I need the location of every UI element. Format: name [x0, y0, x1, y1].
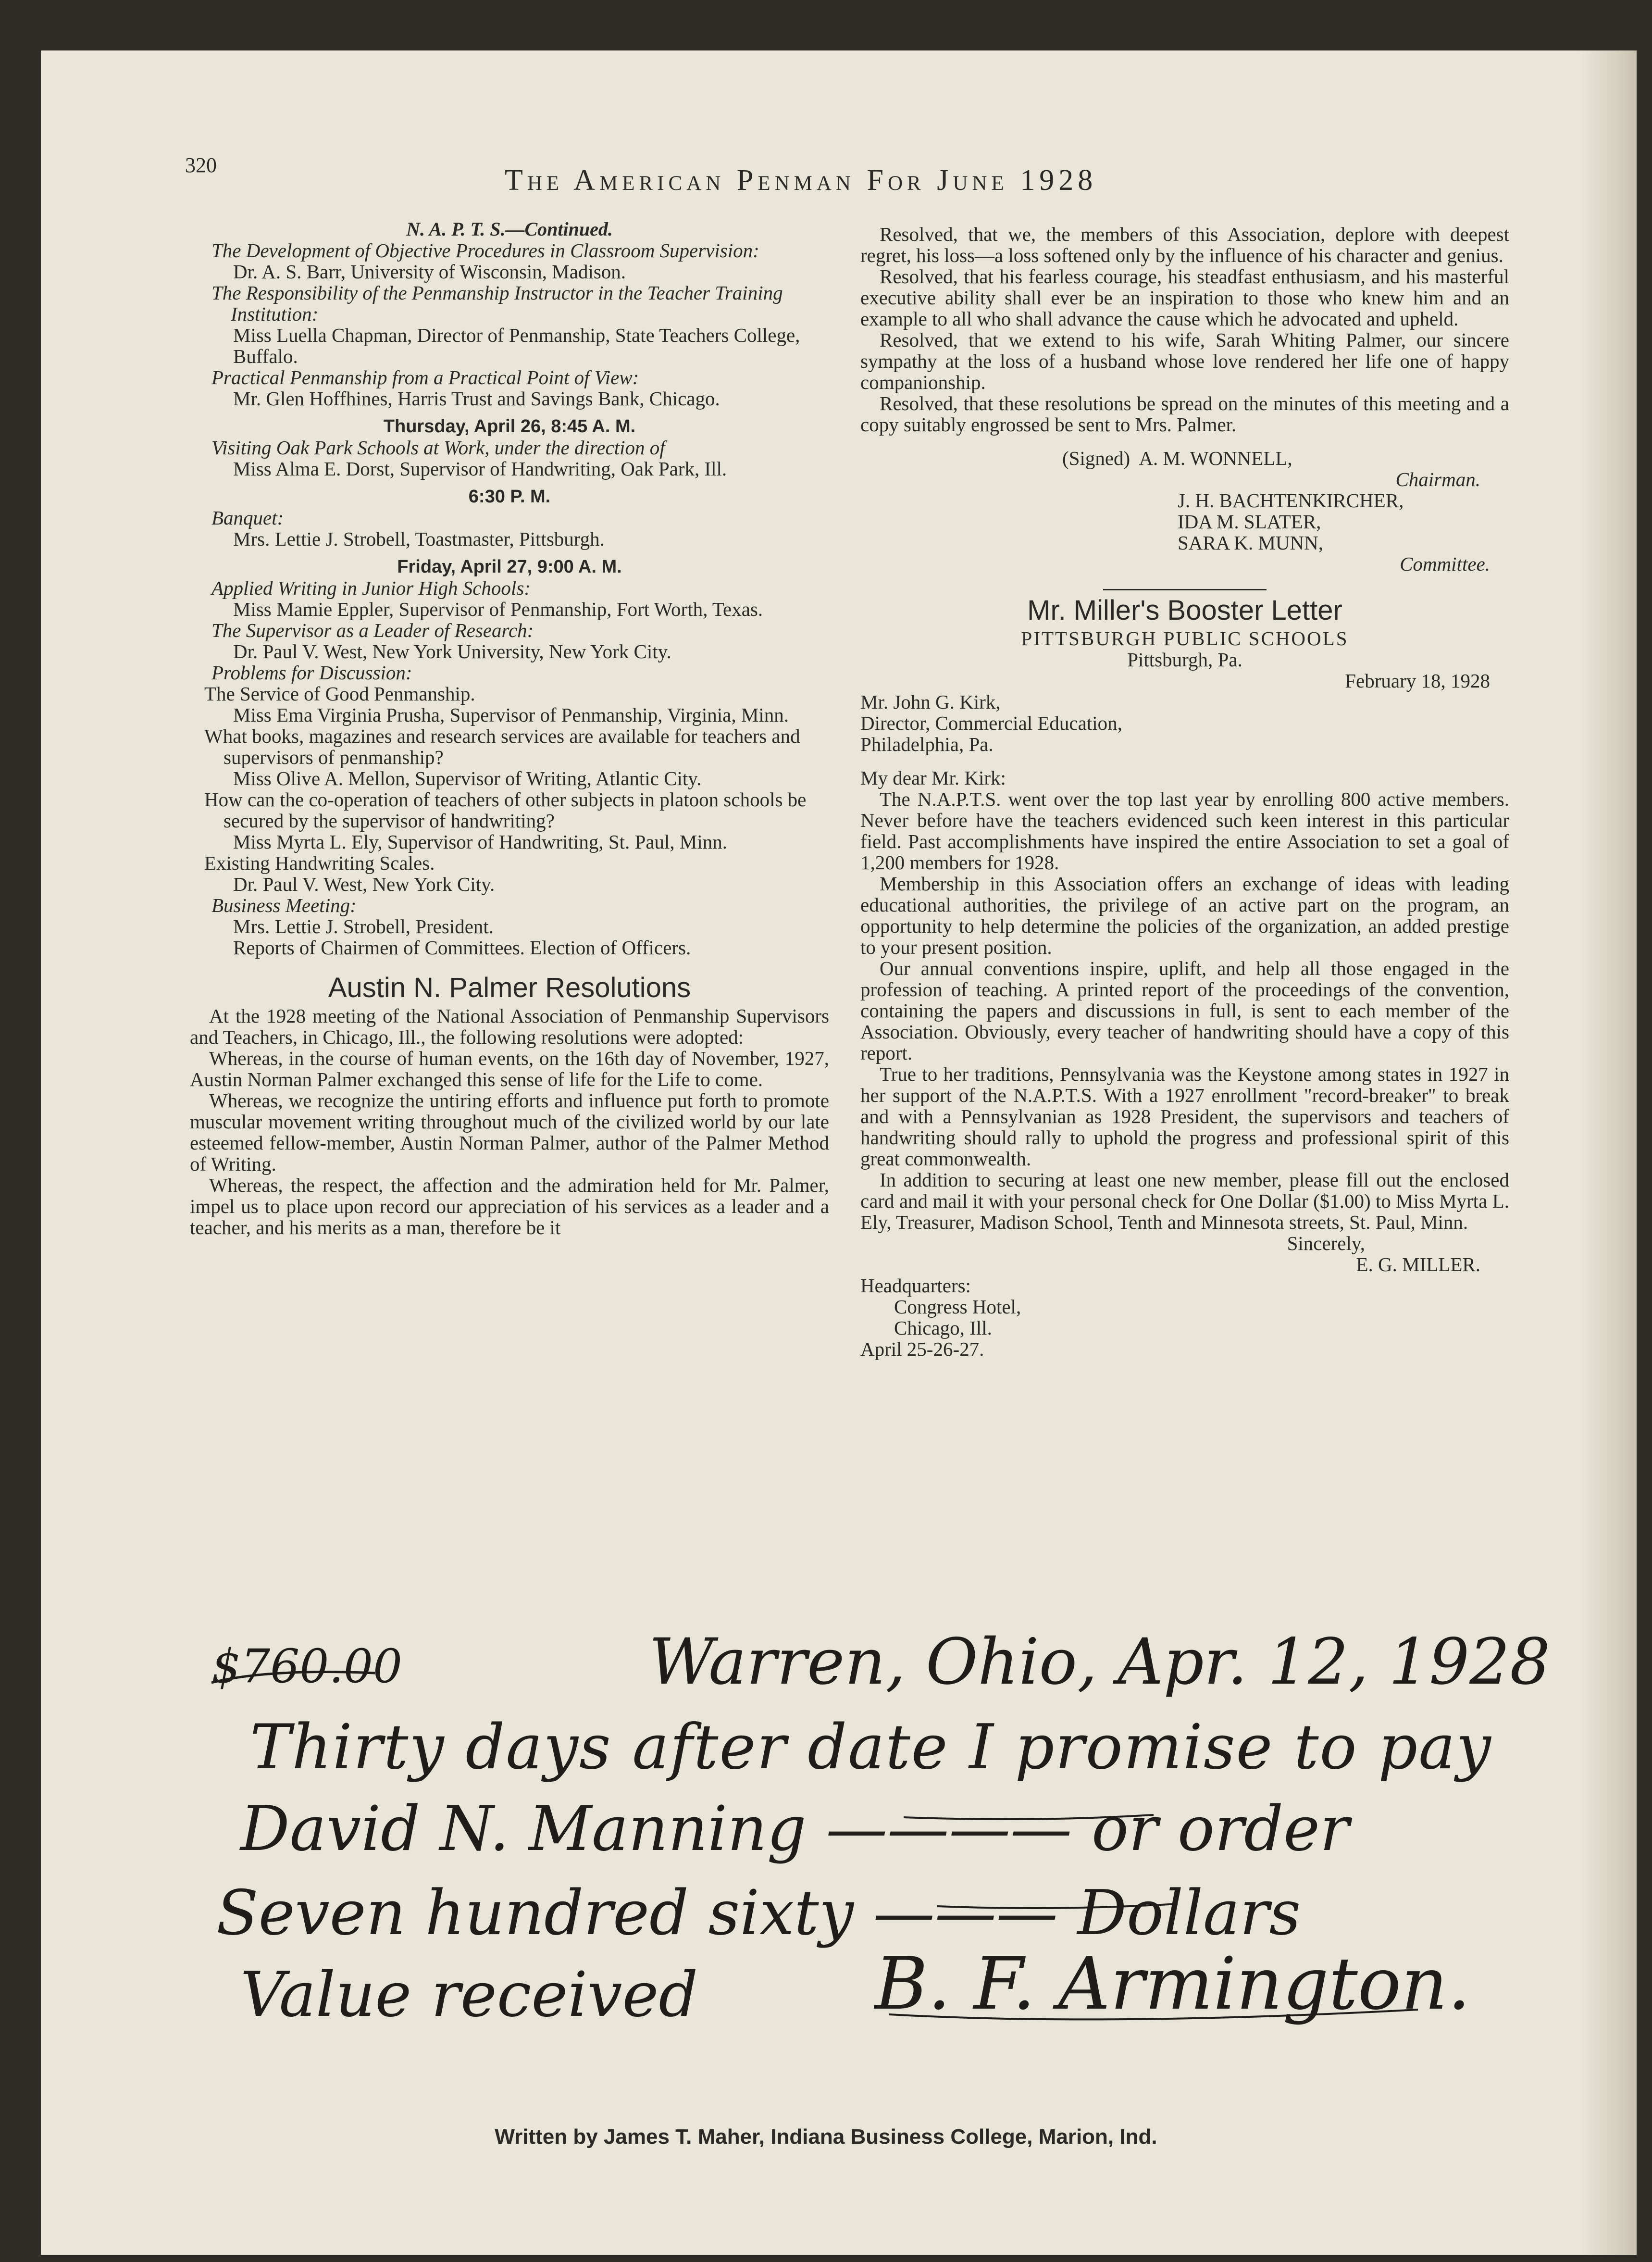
- program-session-heading: Friday, April 27, 9:00 A. M.: [397, 557, 622, 577]
- committee-title: Committee.: [1400, 553, 1490, 575]
- chairman-title: Chairman.: [1395, 468, 1480, 490]
- note-line-2: David N. Manning ———— or order: [240, 1793, 1349, 1865]
- headquarters-line: Congress Hotel,: [894, 1296, 1021, 1318]
- resolution-paragraph: Resolved, that his fearless courage, his steadfast enthusiasm, and his masterful executive ability shall ever be an inspiration to those who knew him and an example to all who shall advance the cause which he advocated and upheld.: [860, 265, 1509, 330]
- program-speaker: Miss Olive A. Mellon, Supervisor of Writing, Atlantic City.: [233, 767, 702, 789]
- resolution-paragraph: Resolved, that we extend to his wife, Sarah Whiting Palmer, our sincere sympathy at the loss of a husband whose love rendered her life one of happy companionship.: [860, 329, 1509, 393]
- running-head: The American Penman For June 1928: [505, 164, 1097, 197]
- article-paragraph: At the 1928 meeting of the National Association of Penmanship Supervisors and Teachers, in Chicago, Ill., the following resolutions were adopted:: [190, 1005, 829, 1048]
- committee-member: J. H. BACHTENKIRCHER,: [1178, 489, 1404, 512]
- program-topic: Problems for Discussion:: [211, 662, 412, 684]
- article-paragraph: Whereas, we recognize the untiring efforts and influence put forth to promote muscular movement writing throughout much of the civilized world by our late esteemed fellow-member, Austin Norman Palmer, author of the Palmer Method of Writing.: [190, 1089, 829, 1175]
- letter-date: February 18, 1928: [1345, 670, 1490, 692]
- letter-paragraph: True to her traditions, Pennsylvania was the Keystone among states in 1927 in her support of the N.A.P.T.S. With a 1927 enrollment "record-breaker" to break and with a Pennsylvanian as 1928 President, the supervisors and teachers of handwriting should rally to uphold the progress and professional spirit of this great commonwealth.: [860, 1063, 1509, 1170]
- letter-city: Pittsburgh, Pa.: [1127, 649, 1242, 671]
- program-subtopic: The Service of Good Penmanship.: [204, 683, 475, 705]
- program-speaker: Dr. Paul V. West, New York City.: [233, 873, 495, 895]
- program-topic: Business Meeting:: [211, 894, 357, 916]
- committee-member: IDA M. SLATER,: [1178, 511, 1321, 533]
- program-speaker: Miss Ema Virginia Prusha, Supervisor of Penmanship, Virginia, Minn.: [233, 704, 789, 726]
- letter-title: Mr. Miller's Booster Letter: [1027, 595, 1342, 626]
- program-topic: The Supervisor as a Leader of Research:: [211, 619, 534, 641]
- note-signature: B. F. Armington.: [875, 1942, 1471, 2026]
- note-amount: $760.00: [211, 1639, 402, 1693]
- program-heading: N. A. P. T. S.—Continued.: [406, 218, 613, 240]
- chairman-name: A. M. WONNELL,: [1139, 447, 1292, 469]
- closing: Sincerely,: [1287, 1232, 1365, 1254]
- note-line-3: Seven hundred sixty ——— Dollars: [216, 1877, 1301, 1949]
- note-place-date: Warren, Ohio, Apr. 12, 1928: [649, 1625, 1551, 1699]
- addressee-line: Philadelphia, Pa.: [860, 733, 994, 755]
- resolution-paragraph: Resolved, that we, the members of this Association, deplore with deepest regret, his loss—a loss softened only by the influence of his character and genius.: [860, 223, 1509, 266]
- signed-label: (Signed): [1062, 447, 1130, 469]
- letter-paragraph: The N.A.P.T.S. went over the top last year by enrolling 800 active members. Never before have the teachers evidenced such keen interest in this particular field. Past accomplishments have inspired the entire Association to set a goal of 1,200 members for 1928.: [860, 788, 1509, 874]
- program-subtopic: Existing Handwriting Scales.: [204, 852, 435, 874]
- letter-paragraph: Our annual conventions inspire, uplift, and help all those engaged in the profession of teaching. A printed report of the proceedings of the convention, containing the papers and discussions in full, is sent to each member of the Association. Obviously, every teacher of handwriting should have a copy of this report.: [860, 957, 1509, 1064]
- article-title: Austin N. Palmer Resolutions: [328, 972, 691, 1003]
- program-speaker: Mr. Glen Hoffhines, Harris Trust and Savings Bank, Chicago.: [233, 387, 720, 410]
- program-topic: The Development of Objective Procedures in Classroom Supervision:: [211, 239, 759, 262]
- page-number: 320: [185, 153, 217, 177]
- program-topic: Applied Writing in Junior High Schools:: [211, 577, 531, 599]
- article-paragraph: Whereas, the respect, the affection and the admiration held for Mr. Palmer, impel us to place upon record our appreciation of his services as a leader and a teacher, and his merits as a man, therefore be it: [190, 1174, 829, 1238]
- note-line-1: Thirty days after date I promise to pay: [250, 1712, 1492, 1783]
- program-speaker: Dr. A. S. Barr, University of Wisconsin, Madison.: [233, 261, 626, 283]
- signer: E. G. MILLER.: [1356, 1253, 1480, 1275]
- headquarters-line: April 25-26-27.: [860, 1338, 984, 1360]
- note-line-4: Value received: [240, 1959, 698, 2031]
- program-speaker: Miss Myrta L. Ely, Supervisor of Handwriting, St. Paul, Minn.: [233, 831, 728, 853]
- program-speaker: Reports of Chairmen of Committees. Election of Officers.: [233, 937, 691, 959]
- program-session-heading: Thursday, April 26, 8:45 A. M.: [383, 416, 636, 437]
- program-subtopic: How can the co-operation of teachers of other subjects in platoon schools be secured by the supervisor of handwriting?: [204, 788, 807, 832]
- committee-member: SARA K. MUNN,: [1178, 532, 1323, 554]
- program-topic: Banquet:: [211, 507, 284, 529]
- program-speaker: Miss Alma E. Dorst, Supervisor of Handwriting, Oak Park, Ill.: [233, 458, 727, 480]
- addressee-line: Director, Commercial Education,: [860, 712, 1122, 734]
- program-speaker: Mrs. Lettie J. Strobell, Toastmaster, Pittsburgh.: [233, 528, 605, 550]
- program-topic: Practical Penmanship from a Practical Point of View:: [211, 366, 639, 388]
- program-topic: The Responsibility of the Penmanship Instructor in the Teacher Training Institution:: [211, 282, 783, 325]
- program-subtopic: What books, magazines and research services are available for teachers and supervisors of penmanship?: [204, 725, 800, 768]
- letter-paragraph: Membership in this Association offers an exchange of ideas with leading educational authorities, the privilege of an active part on the program, an opportunity to help determine the policies of the organization, an added prestige to your present position.: [860, 873, 1509, 958]
- addressee-line: Mr. John G. Kirk,: [860, 691, 1001, 713]
- program-speaker: Miss Luella Chapman, Director of Penmanship, State Teachers College, Buffalo.: [233, 324, 800, 367]
- headquarters-line: Headquarters:: [860, 1275, 971, 1297]
- resolution-paragraph: Resolved, that these resolutions be spread on the minutes of this meeting and a copy suitably engrossed be sent to Mrs. Palmer.: [860, 392, 1509, 436]
- footer-credit: Written by James T. Maher, Indiana Business College, Marion, Ind.: [495, 2125, 1157, 2149]
- program-topic: Visiting Oak Park Schools at Work, under the direction of: [211, 437, 665, 459]
- program-speaker: Dr. Paul V. West, New York University, New York City.: [233, 640, 671, 662]
- program-session-heading: 6:30 P. M.: [468, 487, 551, 507]
- program-speaker: Miss Mamie Eppler, Supervisor of Penmanship, Fort Worth, Texas.: [233, 598, 763, 620]
- program-speaker: Mrs. Lettie J. Strobell, President.: [233, 915, 494, 937]
- salutation: My dear Mr. Kirk:: [860, 767, 1006, 789]
- letter-paragraph: In addition to securing at least one new member, please fill out the enclosed card and mail it with your personal check for One Dollar ($1.00) to Miss Myrta L. Ely, Treasurer, Madison School, Tenth and Minnesota streets, St. Paul, Minn.: [860, 1169, 1509, 1233]
- letterhead: PITTSBURGH PUBLIC SCHOOLS: [1021, 627, 1349, 650]
- article-paragraph: Whereas, in the course of human events, on the 16th day of November, 1927, Austin Norman Palmer exchanged this sense of life for the Life to come.: [190, 1047, 829, 1090]
- headquarters-line: Chicago, Ill.: [894, 1317, 992, 1339]
